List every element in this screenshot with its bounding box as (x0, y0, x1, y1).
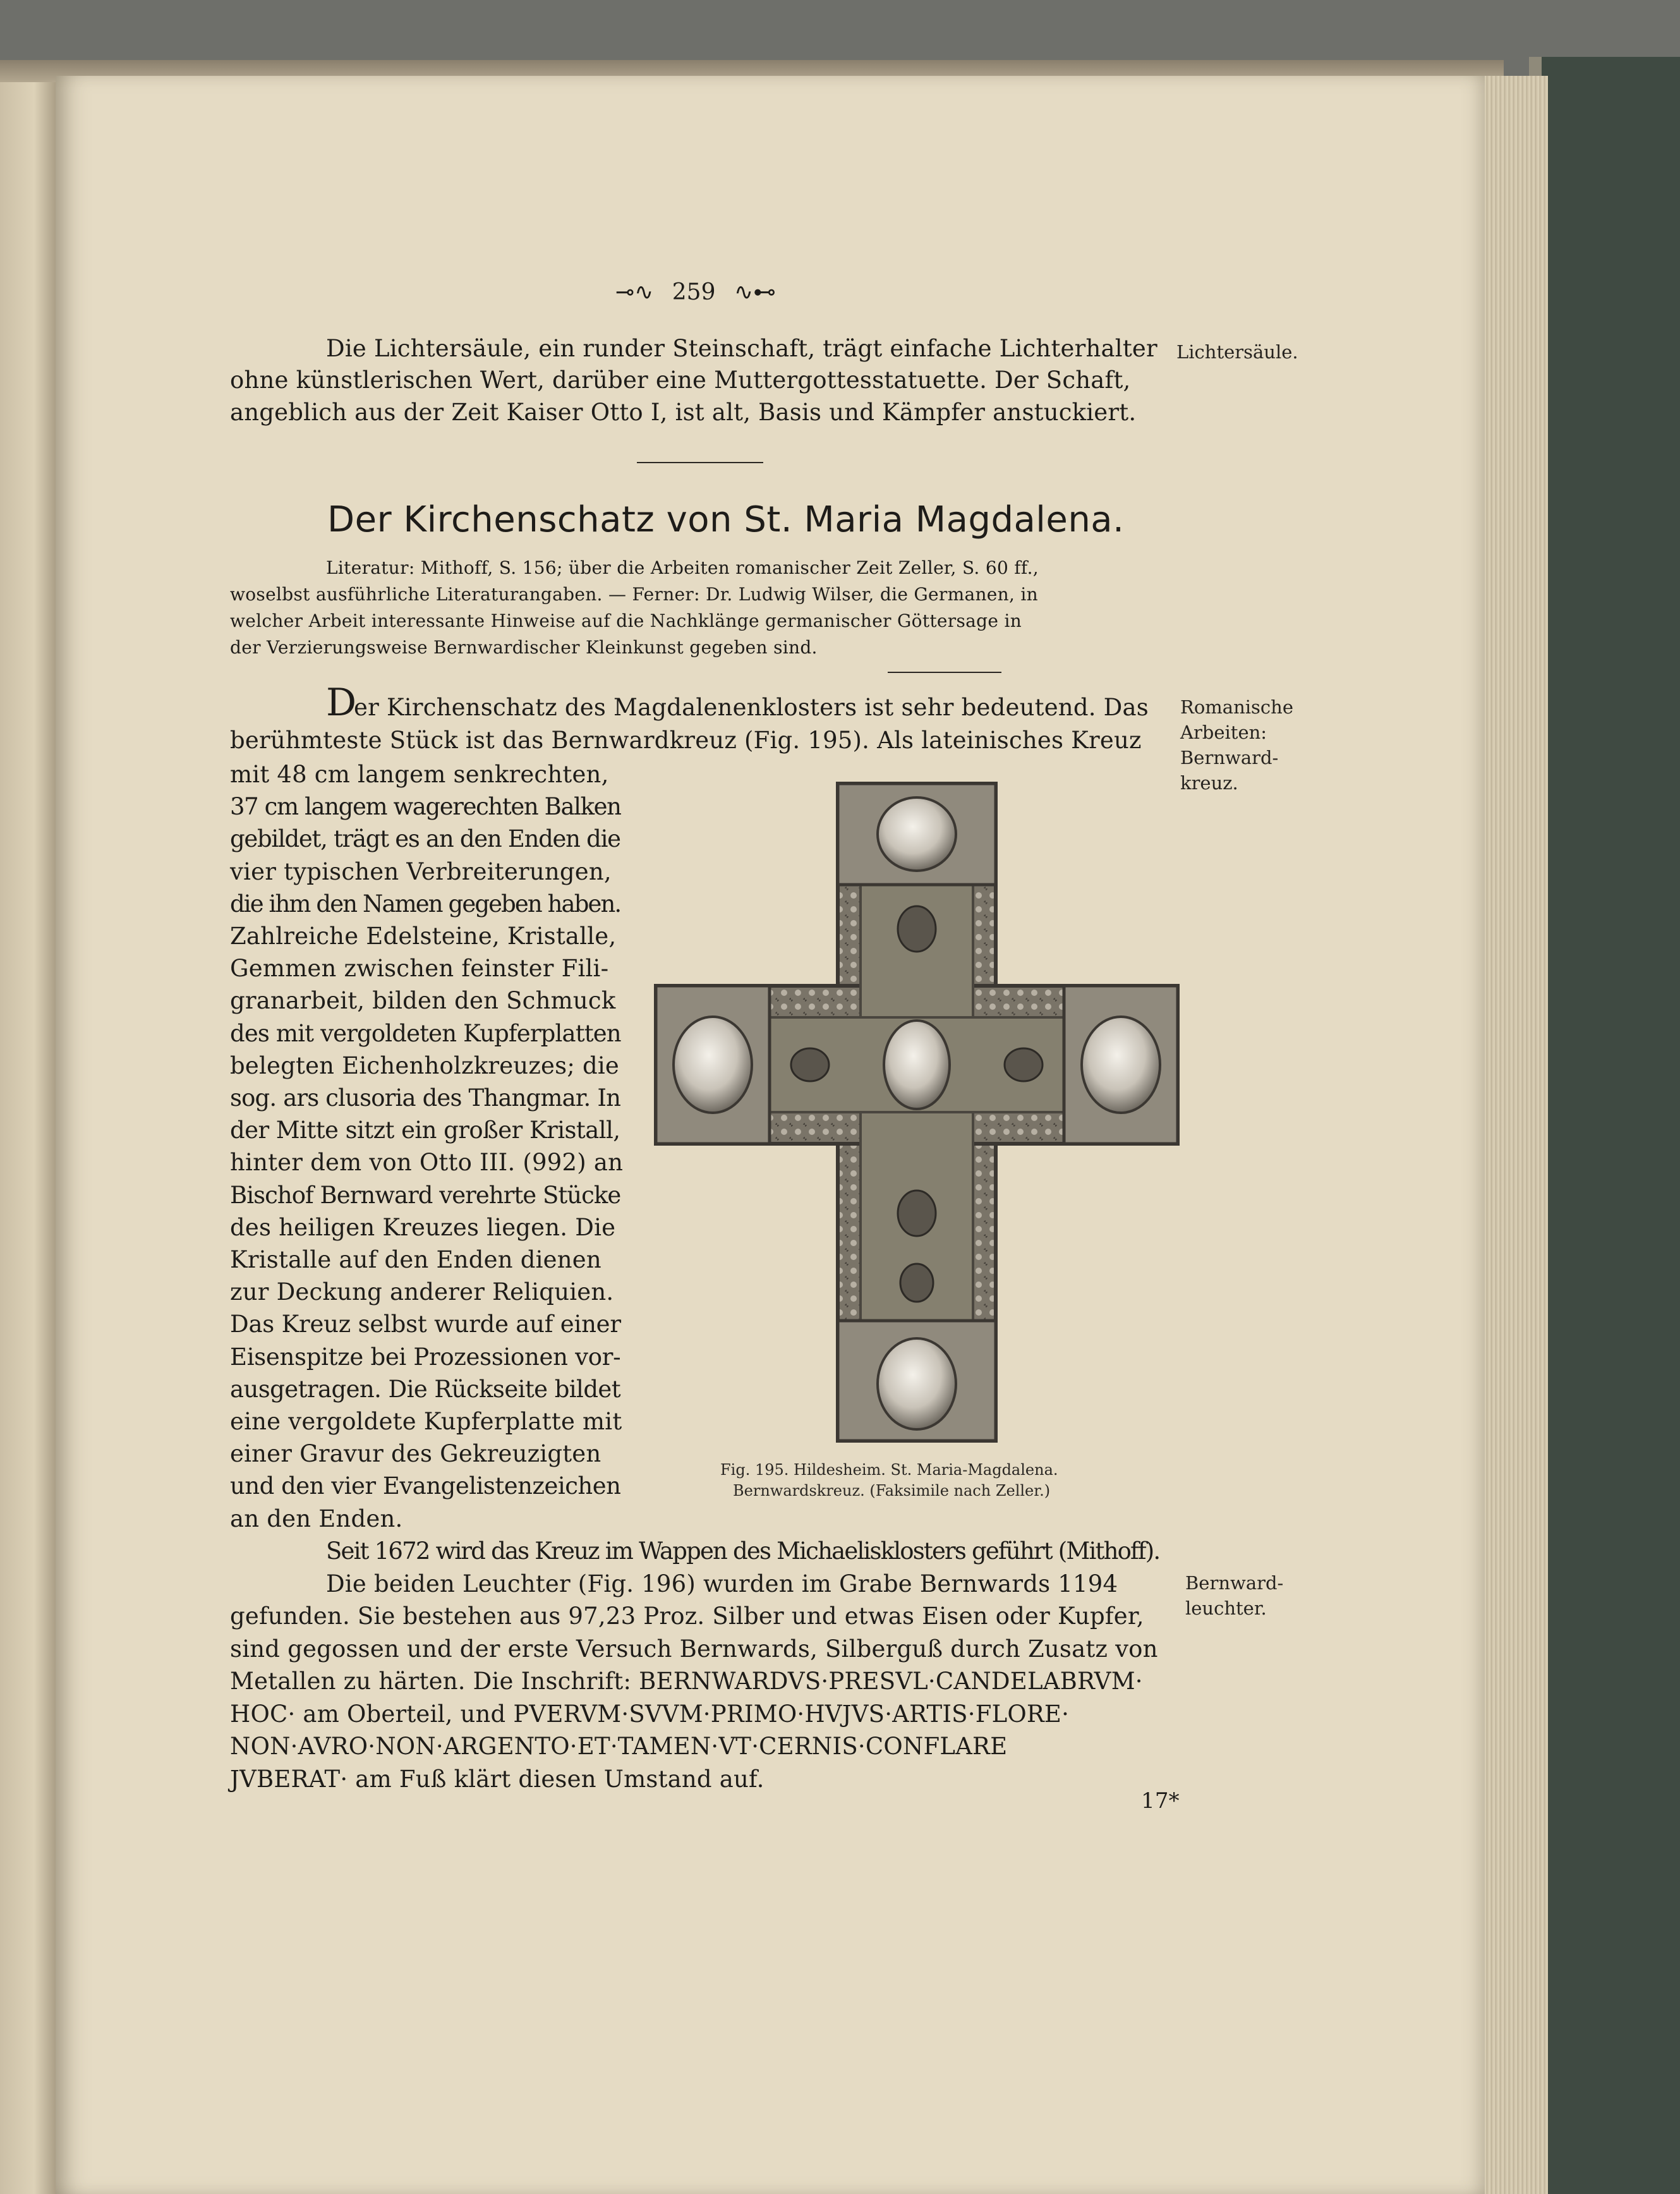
intro-line-3: angeblich aus der Zeit Kaiser Otto I, ist alt, Basis und Kämpfer anstuckiert. (230, 399, 1137, 426)
left-page-edge (0, 82, 57, 2194)
column-line: die ihm den Namen gegeben haben. (230, 890, 621, 918)
figure-caption-line-1: Fig. 195. Hildesheim. St. Maria-Magdalena. (720, 1461, 1058, 1479)
page-number-header (615, 279, 776, 305)
literature-line-1: Literatur: Mithoff, S. 156; über die Arbeiten romanischer Zeit Zeller, S. 60 ff., (326, 557, 1039, 578)
literature-line-2: woselbst ausführliche Literaturangaben. — Ferner: Dr. Ludwig Wilser, die Germanen, in (230, 584, 1038, 605)
margin-note-lichtersaeule: Lichtersäule. (1176, 341, 1298, 363)
column-line: einer Gravur des Gekreuzigten (230, 1440, 601, 1468)
column-line: 37 cm langem wagerechten Balken (230, 793, 621, 821)
column-line: Zahlreiche Edelsteine, Kristalle, (230, 923, 617, 950)
column-line: hinter dem von Otto III. (992) an (230, 1149, 624, 1177)
closing-line: gefunden. Sie bestehen aus 97,23 Proz. Silber und etwas Eisen oder Kupfer, (230, 1603, 1144, 1630)
column-line: sog. ars clusoria des Thangmar. In (230, 1084, 621, 1112)
literature-line-3: welcher Arbeit interessante Hinweise auf die Nachklänge germanischer Göttersage in (230, 610, 1022, 631)
signature-mark: 17* (1141, 1788, 1180, 1814)
page-number: 259 (672, 279, 716, 305)
intro-line-1: Die Lichtersäule, ein runder Steinschaft, trägt einfache Lichterhalter (326, 335, 1157, 362)
margin-note-romanische-4: kreuz. (1180, 772, 1238, 794)
figure-caption-line-2: Bernwardskreuz. (Faksimile nach Zeller.) (733, 1482, 1051, 1500)
section-rule-top (637, 462, 763, 463)
closing-line: Seit 1672 wird das Kreuz im Wappen des Michaelisklosters geführt (Mithoff). (326, 1537, 1160, 1565)
column-line: zur Deckung anderer Reliquien. (230, 1278, 614, 1306)
column-line: ausgetragen. Die Rückseite bildet (230, 1375, 621, 1403)
literature-line-4: der Verzierungsweise Bernwardischer Kleinkunst gegeben sind. (230, 637, 818, 658)
column-line: mit 48 cm langem senkrechten, (230, 761, 609, 788)
column-line: und den vier Evangelistenzeichen (230, 1472, 621, 1500)
column-line: an den Enden. (230, 1505, 403, 1532)
drop-cap: D (326, 681, 357, 725)
intro-line-2: ohne künstlerischen Wert, darüber eine Muttergottesstatuette. Der Schaft, (230, 367, 1131, 394)
figure-bernwardkreuz (652, 777, 1181, 1447)
column-line: eine vergoldete Kupferplatte mit (230, 1408, 622, 1435)
closing-line: Die beiden Leuchter (Fig. 196) wurden im Grabe Bernwards 1194 (326, 1570, 1118, 1597)
section-title: Der Kirchenschatz von St. Maria Magdalena. (327, 499, 1125, 540)
column-line: gebildet, trägt es an den Enden die (230, 825, 620, 853)
column-line: vier typischen Verbreiterungen, (230, 858, 612, 885)
column-line: granarbeit, bilden den Schmuck (230, 987, 616, 1015)
closing-line: sind gegossen und der erste Versuch Bernwards, Silberguß durch Zusatz von (230, 1635, 1158, 1663)
closing-line: NON·AVRO·NON·ARGENTO·ET·TAMEN·VT·CERNIS·CONFLARE (230, 1733, 1008, 1760)
margin-note-leuchter-2: leuchter. (1185, 1597, 1267, 1619)
column-line: belegten Eichenholzkreuzes; die (230, 1052, 619, 1079)
page-number-deco-left: ⊸∿ (615, 279, 654, 305)
closing-line: JVBERAT· am Fuß klärt diesen Umstand auf. (230, 1765, 764, 1793)
margin-note-romanische-3: Bernward- (1180, 747, 1279, 768)
column-line: des mit vergoldeten Kupferplatten (230, 1019, 621, 1047)
closing-line: Metallen zu härten. Die Inschrift: BERNWARDVS·PRESVL·CANDELABRVM· (230, 1668, 1143, 1695)
main-line-2: berühmteste Stück ist das Bernwardkreuz (Fig. 195). Als lateinisches Kreuz (230, 727, 1142, 754)
column-line: Bischof Bernward verehrte Stücke (230, 1181, 621, 1209)
margin-note-romanische-2: Arbeiten: (1180, 722, 1267, 743)
page-number-deco-right: ∿⊷ (734, 279, 777, 305)
column-line: Eisenspitze bei Prozessionen vor- (230, 1343, 621, 1371)
book-cover (1542, 57, 1680, 2194)
column-line: Das Kreuz selbst wurde auf einer (230, 1311, 621, 1338)
column-line: Kristalle auf den Enden dienen (230, 1246, 601, 1273)
column-line: Gemmen zwischen feinster Fili- (230, 955, 609, 983)
column-line: des heiligen Kreuzes liegen. Die (230, 1213, 616, 1241)
column-line: der Mitte sitzt ein großer Kristall, (230, 1117, 620, 1144)
main-line-1: er Kirchenschatz des Magdalenenklosters ist sehr bedeutend. Das (354, 694, 1149, 721)
section-rule-bottom (888, 672, 1001, 673)
margin-note-romanische-1: Romanische (1180, 696, 1293, 718)
page-edge-stack (1478, 76, 1548, 2194)
closing-line: HOC· am Oberteil, und PVERVM·SVVM·PRIMO·HVJVS·ARTIS·FLORE· (230, 1700, 1070, 1728)
margin-note-leuchter-1: Bernward- (1185, 1572, 1284, 1594)
